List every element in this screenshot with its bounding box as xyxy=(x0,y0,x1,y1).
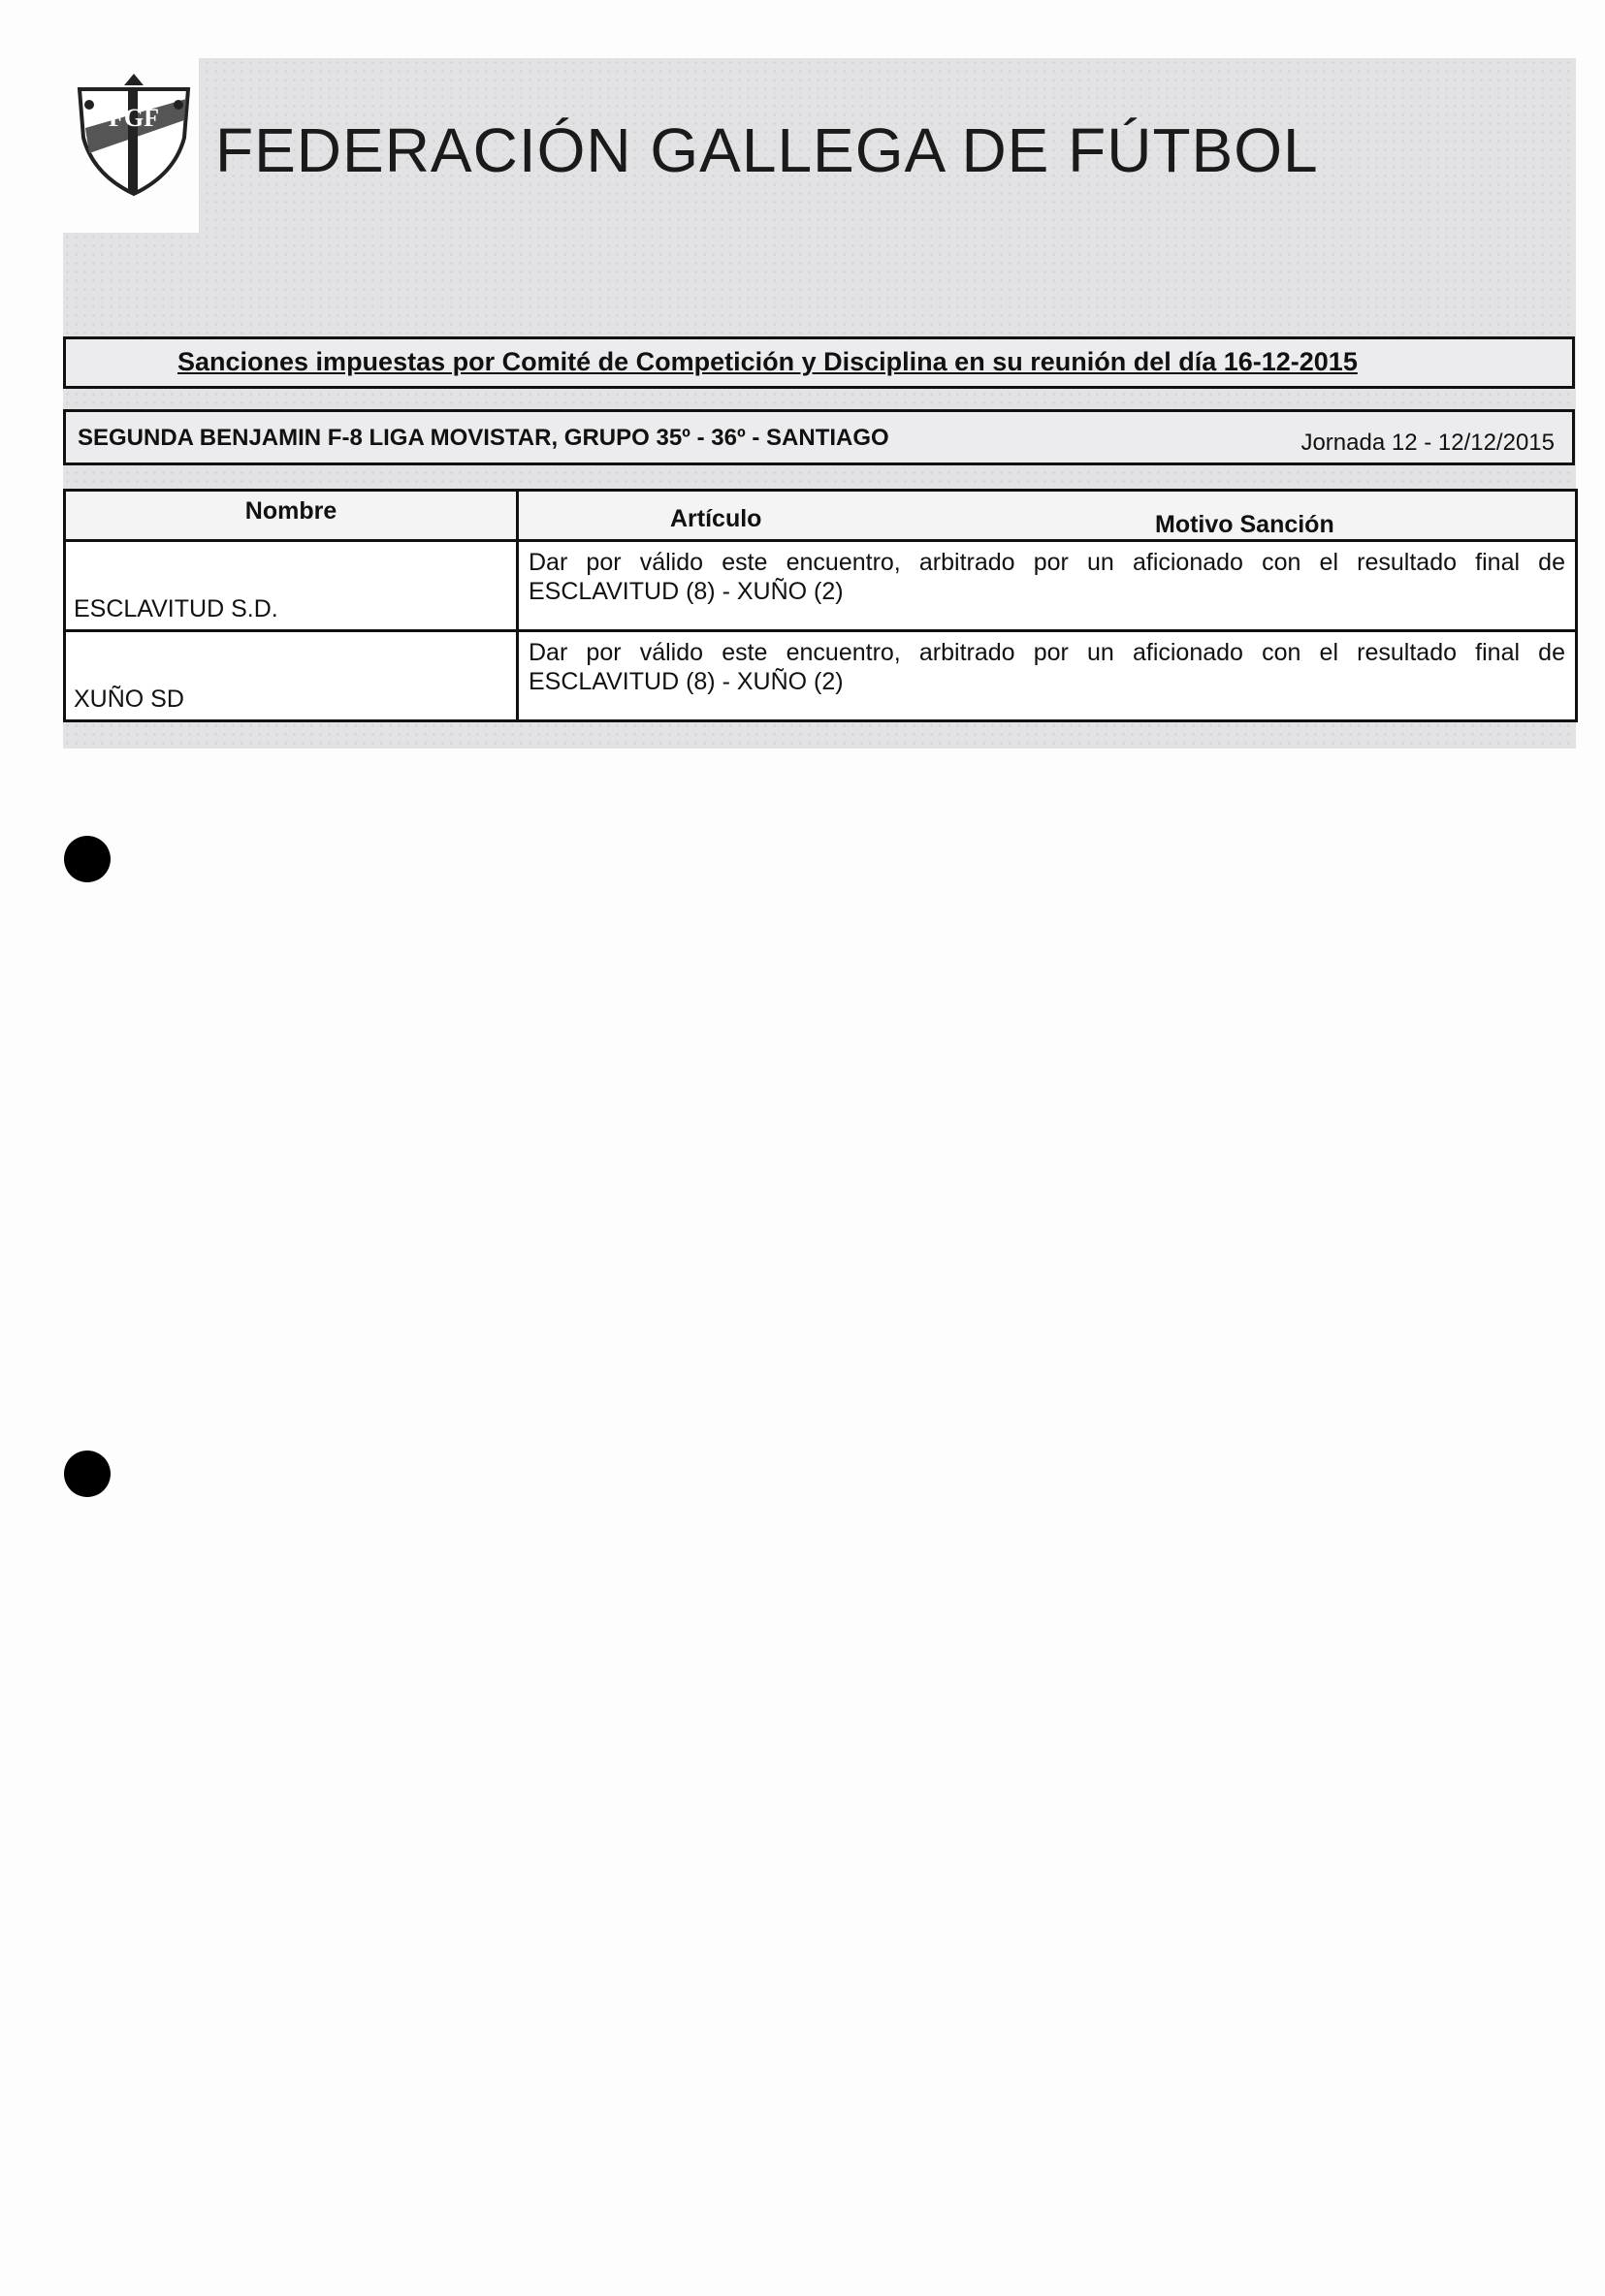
sanction-reason: Dar por válido este encuentro, arbitrado por un aficionado con el resultado final de ESCLAVITUD (8) - XUÑO (2) xyxy=(518,631,1577,721)
column-header-nombre: Nombre xyxy=(65,491,518,541)
column-header-articulo: Artículo xyxy=(670,505,762,532)
logo-text: FGF xyxy=(109,104,159,132)
sanctions-title-box xyxy=(63,336,1575,389)
league-box xyxy=(63,409,1575,465)
team-name: ESCLAVITUD S.D. xyxy=(65,541,518,631)
league-name: SEGUNDA BENJAMIN F-8 LIGA MOVISTAR, GRUPO 35º - 36º - SANTIAGO xyxy=(78,425,889,451)
column-header-motivo: Motivo Sanción xyxy=(1155,511,1334,538)
table-row xyxy=(65,631,1577,721)
sanctions-title: Sanciones impuestas por Comité de Competición y Disciplina en su reunión del día 16-12-2015 xyxy=(177,347,1358,376)
federation-title: FEDERACIÓN GALLEGA DE FÚTBOL xyxy=(215,115,1319,185)
table-row xyxy=(65,541,1577,631)
table-header-row xyxy=(65,491,1577,541)
column-header-group xyxy=(518,491,1577,541)
team-name: XUÑO SD xyxy=(65,631,518,721)
jornada-date: Jornada 12 - 12/12/2015 xyxy=(1300,430,1555,456)
sanction-reason: Dar por válido este encuentro, arbitrado por un aficionado con el resultado final de ESCLAVITUD (8) - XUÑO (2) xyxy=(518,541,1577,631)
federation-shield-logo xyxy=(70,70,198,198)
sanctions-table xyxy=(63,489,1578,722)
binder-hole-bottom xyxy=(64,1451,111,1497)
binder-hole-top xyxy=(64,836,111,882)
